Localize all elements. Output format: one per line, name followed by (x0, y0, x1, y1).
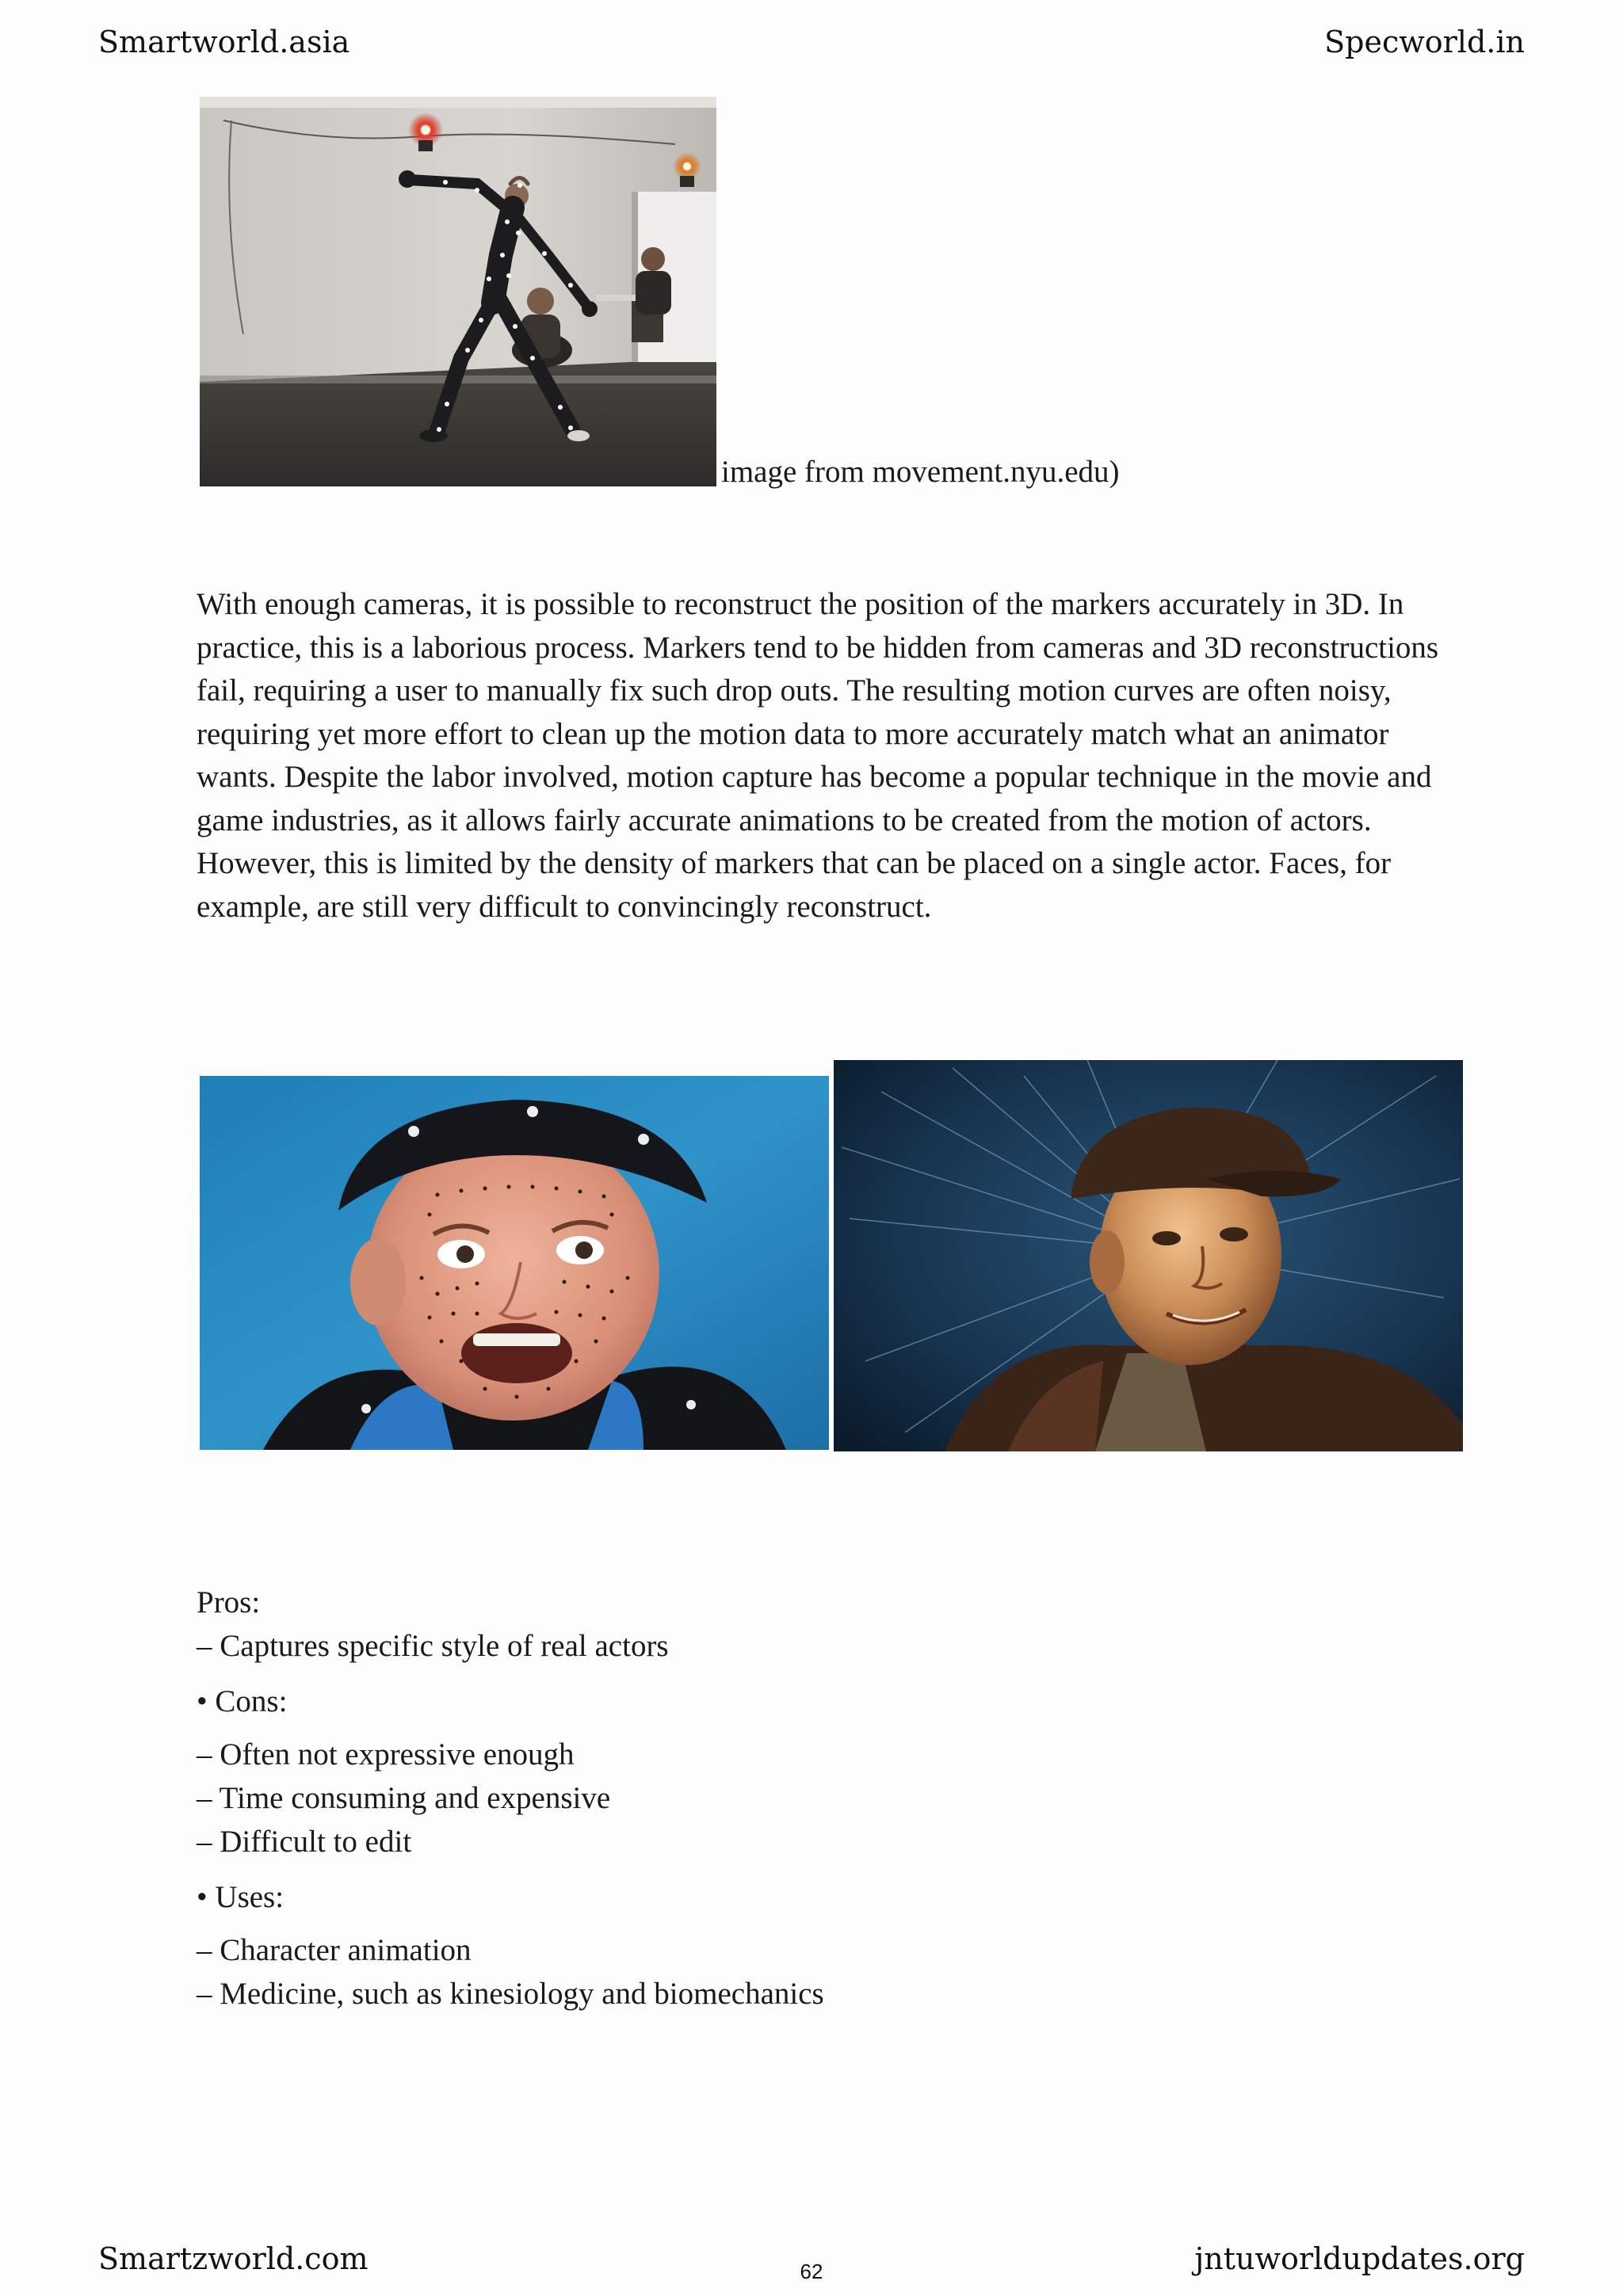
footer-right-site: jntuworldupdates.org (1194, 2241, 1525, 2276)
motion-capture-studio-photo (200, 97, 716, 486)
cons-item: – Often not expressive enough (197, 1737, 575, 1772)
header-left-site: Smartworld.asia (98, 25, 350, 59)
actor-facial-markers-photo (200, 1076, 829, 1450)
body-paragraph: With enough cameras, it is possible to reconstruct the position of the markers accurately in 3D. In practice, this is a laborious process. Markers tend to be hidden from cameras and 3D reconstructions fail, requiring a user to manually fix such drop outs. The resulting motion curves are often noisy, requiring yet more effort to clean up the motion data to more accurately match what an animator wants. Despite the labor involved, motion capture has become a popular technique in the movie and game industries, as it allows fairly accurate animations to be created from the motion of actors. However, this is limited by the density of markers that can be placed on a single actor. Faces, for example, are still very difficult to convincingly reconstruct. (197, 587, 1439, 924)
uses-item: – Medicine, such as kinesiology and biomechanics (197, 1977, 824, 2011)
cons-item: – Time consuming and expensive (197, 1781, 611, 1815)
pros-heading: Pros: (197, 1585, 261, 1619)
header-right-site: Specworld.in (1324, 25, 1525, 59)
pros-item: – Captures specific style of real actors (197, 1629, 669, 1663)
uses-heading: • Uses: (197, 1880, 285, 1914)
actor-facial-markers-image (200, 1076, 829, 1450)
motion-capture-studio-image (200, 97, 716, 486)
cons-item: – Difficult to edit (197, 1825, 412, 1859)
rendered-character-photo (834, 1060, 1463, 1451)
cons-heading: • Cons: (197, 1684, 288, 1718)
figure-caption: image from movement.nyu.edu) (721, 455, 1120, 489)
rendered-character-image (834, 1060, 1463, 1451)
uses-item: – Character animation (197, 1933, 472, 1967)
footer-left-site: Smartzworld.com (98, 2241, 369, 2276)
page-number: 62 (800, 2260, 823, 2283)
